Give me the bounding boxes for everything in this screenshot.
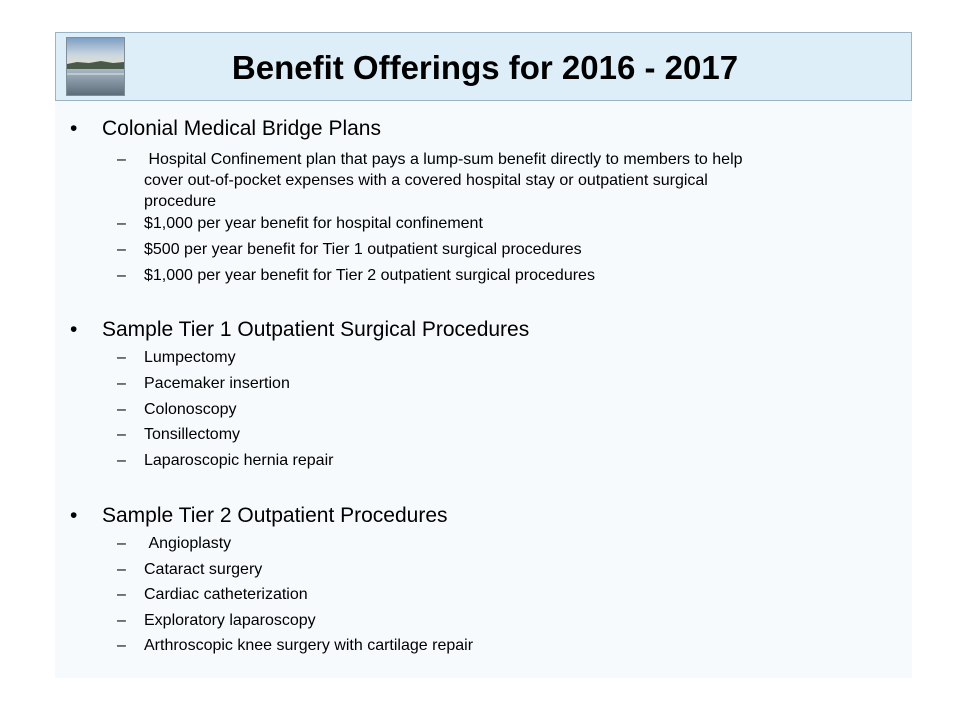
page-title: Benefit Offerings for 2016 - 2017 — [231, 49, 739, 86]
list-item-text: $500 per year benefit for Tier 1 outpatient surgical procedures — [144, 241, 582, 258]
list-item-text: $1,000 per year benefit for Tier 2 outpatient surgical procedures — [144, 267, 595, 284]
bullet-icon: • — [70, 117, 78, 140]
dash-icon: – — [117, 612, 126, 629]
dash-icon: – — [117, 375, 126, 392]
list-item — [117, 424, 764, 445]
section-heading — [70, 503, 448, 529]
list-item-text: Pacemaker insertion — [144, 375, 290, 392]
dash-icon: – — [117, 401, 126, 418]
dash-icon: – — [117, 215, 126, 232]
dash-icon: – — [117, 637, 126, 654]
list-item — [117, 635, 764, 656]
bullet-icon: • — [70, 318, 78, 341]
list-item-text: Cataract surgery — [144, 561, 263, 578]
dash-icon: – — [117, 452, 126, 469]
list-item — [117, 450, 764, 471]
dash-icon: – — [117, 349, 126, 366]
section-heading — [70, 317, 529, 343]
list-item — [117, 559, 764, 580]
dash-icon: – — [117, 241, 126, 258]
list-item-text: Tonsillectomy — [144, 426, 241, 443]
list-item-text: Cardiac catheterization — [144, 586, 308, 603]
section-heading — [70, 116, 381, 142]
section-heading-text: Colonial Medical Bridge Plans — [102, 117, 381, 140]
list-item — [117, 347, 764, 368]
section-heading-text: Sample Tier 1 Outpatient Surgical Procedures — [102, 318, 530, 341]
dash-icon: – — [117, 151, 126, 168]
list-item — [117, 399, 764, 420]
list-item-text: Lumpectomy — [144, 349, 236, 366]
list-item — [117, 373, 764, 394]
list-item-text: $1,000 per year benefit for hospital confinement — [144, 215, 483, 232]
list-item-text: Hospital Confinement plan that pays a lump-sum benefit directly to members to help cover out-of-pocket expenses with a covered hospital stay or outpatient surgical procedure — [144, 151, 747, 210]
dash-icon: – — [117, 267, 126, 284]
dash-icon: – — [117, 586, 126, 603]
list-item-text: Arthroscopic knee surgery with cartilage repair — [144, 637, 474, 654]
list-item — [117, 213, 764, 234]
bullet-icon: • — [70, 504, 78, 527]
list-item — [117, 239, 764, 260]
dash-icon: – — [117, 561, 126, 578]
list-item — [117, 265, 764, 286]
list-item-text: Exploratory laparoscopy — [144, 612, 316, 629]
section-heading-text: Sample Tier 2 Outpatient Procedures — [102, 504, 448, 527]
list-item-text: Colonoscopy — [144, 401, 237, 418]
list-item — [117, 584, 764, 605]
list-item — [117, 610, 764, 631]
list-item-text: Angioplasty — [144, 535, 232, 552]
dash-icon: – — [117, 535, 126, 552]
dash-icon: – — [117, 426, 126, 443]
list-item — [117, 533, 764, 554]
list-item-text: Laparoscopic hernia repair — [144, 452, 334, 469]
list-item — [117, 149, 764, 212]
